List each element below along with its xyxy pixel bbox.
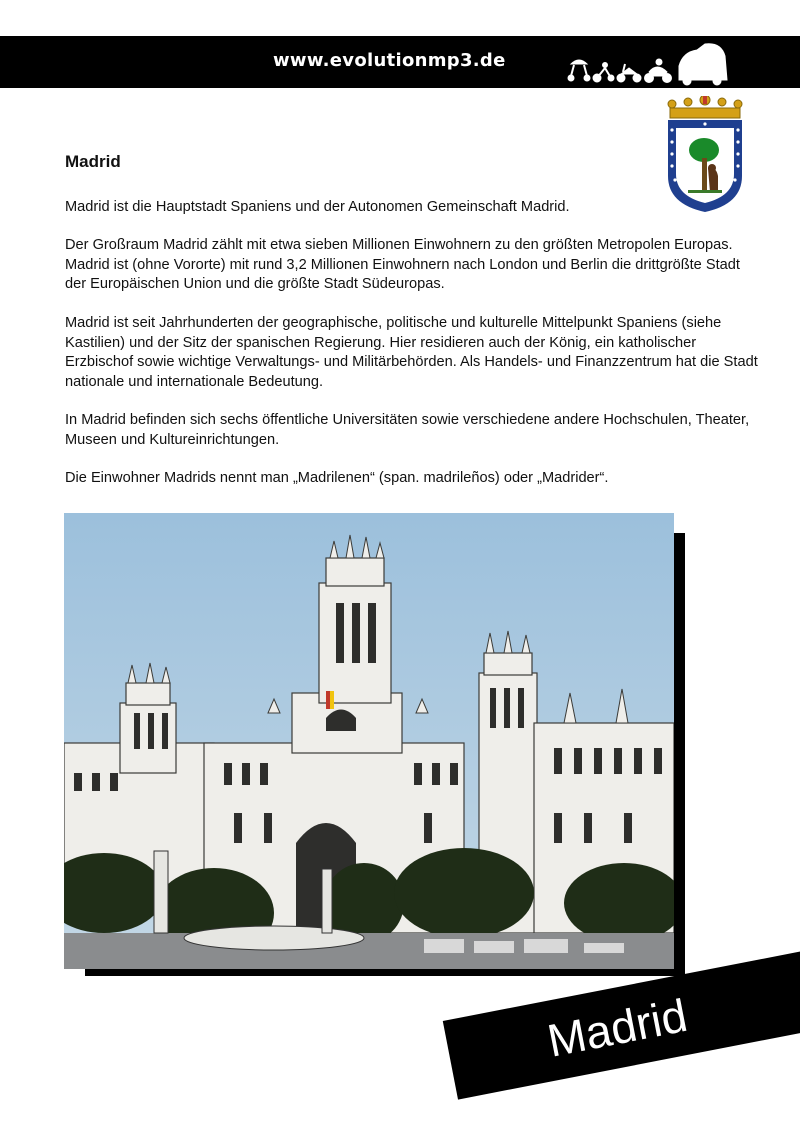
scooter-icon [617, 64, 641, 82]
madrid-coat-of-arms-icon [664, 96, 746, 214]
header-bar [0, 36, 800, 88]
motorbike-icon [645, 59, 672, 83]
paragraph-culture: In Madrid befinden sich sechs öffentliche Universitäten sowie verschiedene andere Hochschulen, Theater, Museen und Kultureinrichtungen. [65, 412, 750, 448]
paragraph-demonym: Die Einwohner Madrids nennt man „Madrilenen“ (span. madrileños) oder „Madrider“. [65, 470, 609, 486]
paragraph-intro: Madrid ist die Hauptstadt Spaniens und der Autonomen Gemeinschaft Madrid. [65, 199, 570, 215]
site-url-link[interactable]: www.evolutionmp3.de [273, 50, 506, 71]
ribbon-label: Madrid [543, 988, 692, 1067]
car-icon [679, 44, 727, 85]
paragraph-population: Der Großraum Madrid zählt mit etwa sieben Millionen Einwohnern zu den größten Metropolen Europas. Madrid ist (ohne Vororte) mit rund 3,2 Millionen Einwohnern nach London und Berlin die drittgrößte Stadt der Europäischen Union und die größte Stadt Südeuropas. [65, 237, 740, 292]
vehicles-icon [565, 38, 735, 86]
stroller-icon [568, 60, 590, 81]
paragraph-politics: Madrid ist seit Jahrhunderten der geographische, politische und kulturelle Mittelpunkt Spaniens (siehe Kastilien) und der Sitz der spanischen Regierung. Hier residieren auch der König, ein katholischer Erzbischof sowie wichtige Verwaltungs- und Militärbehörden. Als Handels- und Finanzzentrum hat die Stadt nationale und internationale Bedeutung. [65, 315, 758, 390]
palacio-de-cibeles-photo [64, 513, 674, 969]
article-title: Madrid [65, 152, 121, 171]
tricycle-icon [593, 63, 614, 83]
